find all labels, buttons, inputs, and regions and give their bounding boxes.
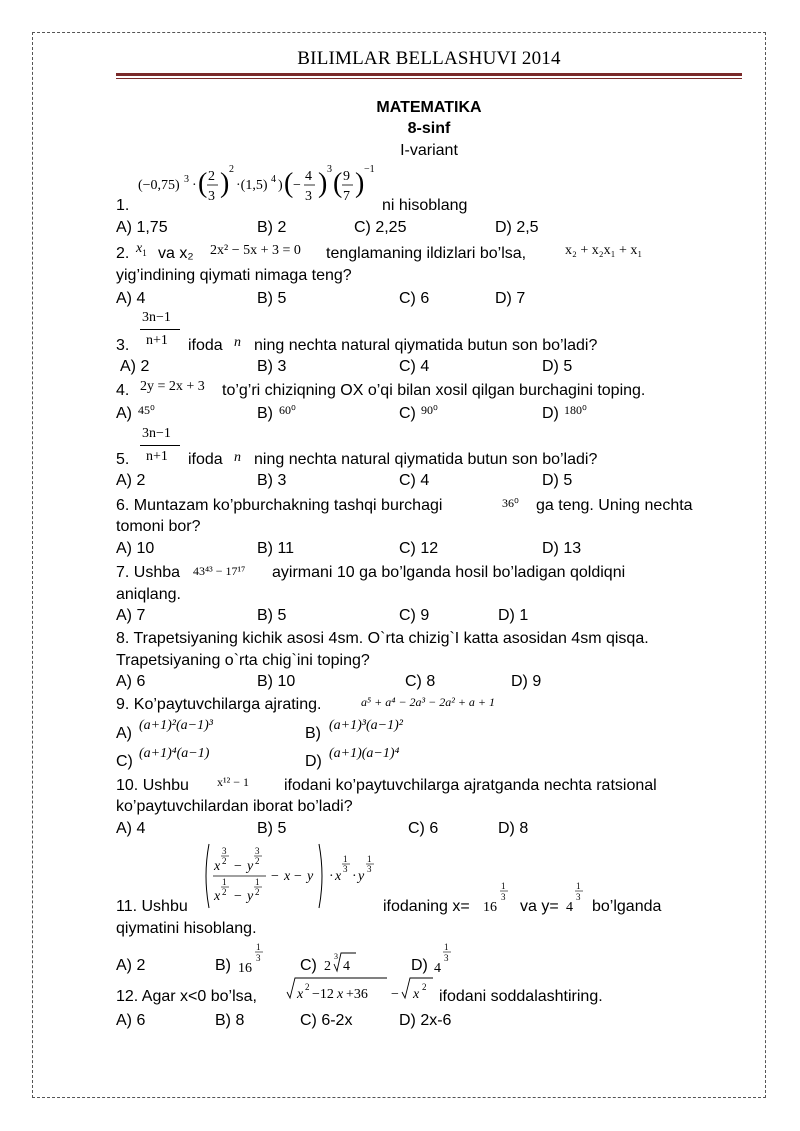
svg-text:2: 2 — [229, 164, 234, 175]
svg-text:3: 3 — [576, 892, 581, 902]
option-a[interactable]: A) 6 — [116, 673, 146, 690]
option-b-angle: 60⁰ — [279, 403, 296, 417]
svg-text:−1: −1 — [364, 164, 375, 175]
svg-text:−: − — [271, 869, 279, 884]
svg-text:7: 7 — [343, 189, 350, 204]
grade-title: 8-sinf — [407, 120, 451, 137]
svg-text:): ) — [355, 168, 365, 199]
question-number: 4. — [116, 382, 130, 399]
option-b[interactable]: B) — [215, 957, 231, 974]
option-c[interactable]: C) 2,25 — [354, 219, 407, 236]
question-text: aniqlang. — [116, 586, 181, 603]
option-c[interactable]: C) 4 — [399, 358, 430, 375]
option-a[interactable]: A) 10 — [116, 540, 155, 557]
option-d-expression — [432, 938, 458, 978]
q12-expression — [285, 974, 437, 1006]
question-text: ni hisoblang — [382, 197, 468, 214]
option-b[interactable]: B) — [257, 405, 273, 422]
question-text: ning nechta natural qiymatida butun son bo’ladi? — [254, 337, 598, 354]
q3-numerator: 3n−1 — [142, 310, 171, 325]
option-d[interactable]: D) — [411, 957, 428, 974]
option-a[interactable]: A) 1,75 — [116, 219, 168, 236]
variable-n: n — [234, 335, 241, 350]
option-a[interactable]: A) 7 — [116, 607, 146, 624]
question-text: tomoni bor? — [116, 518, 201, 535]
option-c[interactable]: C) — [300, 957, 317, 974]
option-d[interactable]: D) 5 — [542, 358, 573, 375]
option-d[interactable]: D) — [305, 753, 322, 770]
option-a[interactable]: A) 6 — [116, 1012, 146, 1029]
q3-denominator: n+1 — [146, 333, 168, 348]
question-text: 8. Trapetsiyaning kichik asosi 4sm. O`rta chizig`I katta asosidan 4sm qisqa. — [116, 630, 649, 647]
svg-text:−: − — [234, 889, 242, 904]
svg-text:(: ( — [198, 168, 208, 199]
q6-angle: 36⁰ — [502, 496, 519, 510]
option-c[interactable]: C) — [116, 753, 133, 770]
svg-text:3: 3 — [256, 953, 261, 963]
option-b[interactable]: B) — [305, 725, 321, 742]
option-b[interactable]: B) 11 — [257, 540, 295, 557]
question-number: 2. — [116, 245, 130, 262]
svg-text:x: x — [335, 869, 342, 884]
svg-text:2: 2 — [222, 887, 227, 897]
option-c[interactable]: C) 4 — [399, 472, 430, 489]
svg-text:3: 3 — [255, 846, 260, 856]
subject-title: MATEMATIKA — [376, 99, 482, 116]
option-d[interactable]: D) 2,5 — [495, 219, 539, 236]
question-text: Trapetsiyaning o`rta chig`ini toping? — [116, 652, 370, 669]
q5-denominator: n+1 — [146, 449, 168, 464]
svg-text:y: y — [247, 889, 254, 904]
option-a[interactable]: A) 4 — [116, 820, 146, 837]
svg-text:x: x — [284, 869, 291, 884]
question-text: 7. Ushba — [116, 564, 181, 581]
question-text: ifodaning x= — [383, 898, 470, 915]
option-b[interactable]: B) 3 — [257, 358, 287, 375]
svg-text:2: 2 — [208, 169, 215, 184]
svg-text:1: 1 — [367, 854, 372, 864]
svg-text:−: − — [293, 178, 301, 193]
option-d[interactable]: D) 9 — [511, 673, 542, 690]
q7-expression: 43⁴³ − 17¹⁷ — [193, 564, 246, 578]
svg-text:): ) — [318, 168, 328, 199]
svg-text:4: 4 — [566, 900, 573, 915]
q11-expression — [200, 840, 382, 912]
option-d[interactable]: D) 8 — [498, 820, 529, 837]
svg-text:1: 1 — [255, 877, 260, 887]
svg-text:x: x — [214, 859, 221, 874]
option-b[interactable]: B) 5 — [257, 820, 287, 837]
svg-text:3: 3 — [208, 189, 215, 204]
svg-text:1: 1 — [222, 877, 227, 887]
option-c[interactable]: C) 12 — [399, 540, 439, 557]
svg-text:1: 1 — [444, 942, 449, 952]
svg-text:2: 2 — [255, 887, 260, 897]
q11-y-value — [564, 877, 590, 917]
svg-text:·: · — [352, 869, 357, 884]
question-text: ayirmani 10 ga bo’lganda hosil bo’ladigan qoldiqni — [272, 564, 626, 581]
option-c-angle: 90⁰ — [421, 403, 438, 417]
question-number: 5. — [116, 451, 130, 468]
option-c[interactable]: C) 6-2x — [300, 1012, 353, 1029]
svg-text:16: 16 — [483, 900, 497, 915]
question-text: ko’paytuvchilardan iborat bo’ladi? — [116, 798, 353, 815]
svg-text:2: 2 — [255, 856, 260, 866]
svg-text:2: 2 — [324, 959, 331, 974]
option-d[interactable]: D) 2x-6 — [399, 1012, 452, 1029]
svg-text:): ) — [278, 178, 283, 193]
option-c[interactable]: C) 8 — [405, 673, 436, 690]
q4-equation: 2y = 2x + 3 — [140, 379, 205, 394]
option-c-expression: (a+1)⁴(a−1) — [139, 746, 210, 761]
svg-text:x: x — [214, 889, 221, 904]
option-b[interactable]: B) 2 — [257, 219, 287, 236]
option-c[interactable]: C) — [399, 405, 416, 422]
svg-text:−: − — [391, 987, 399, 1002]
svg-text:−: − — [234, 859, 242, 874]
option-a[interactable]: A) 2 — [116, 472, 146, 489]
question-number: 3. — [116, 337, 130, 354]
svg-text:(: ( — [333, 168, 343, 199]
svg-text:4: 4 — [434, 961, 441, 976]
question-text: 6. Muntazam ko’pburchakning tashqi burchagi — [116, 497, 443, 514]
svg-text:1: 1 — [256, 942, 261, 952]
question-text: 10. Ushbu — [116, 777, 189, 794]
svg-text:3: 3 — [222, 846, 227, 856]
question-text: to’g’ri chiziqning OX o’qi bilan xosil qilgan burchagini toping. — [222, 382, 646, 399]
svg-text:3: 3 — [305, 189, 312, 204]
svg-text:3: 3 — [343, 864, 348, 874]
svg-text:+36: +36 — [346, 987, 368, 1002]
option-c-expression — [322, 946, 362, 976]
q2-x1: $x_1$ — [136, 241, 147, 258]
svg-text:1: 1 — [501, 881, 506, 891]
svg-text:): ) — [220, 168, 230, 199]
svg-text:x: x — [297, 987, 304, 1002]
svg-text:·(1,5): ·(1,5) — [236, 178, 268, 193]
svg-text:16: 16 — [238, 961, 252, 976]
q5-numerator: 3n−1 — [142, 426, 171, 441]
svg-text:3: 3 — [367, 864, 372, 874]
svg-text:4: 4 — [305, 169, 312, 184]
option-d[interactable]: D) 13 — [542, 540, 582, 557]
option-d-expression: (a+1)(a−1)⁴ — [329, 746, 400, 761]
fraction-bar — [140, 445, 180, 446]
question-number: 1. — [116, 197, 130, 214]
header-rule-thin — [116, 78, 742, 79]
option-b[interactable]: B) 8 — [215, 1012, 245, 1029]
question-text: 9. Ko’paytuvchilarga ajrating. — [116, 696, 322, 713]
question-text: ifodani ko’paytuvchilarga ajratganda nechta ratsional — [284, 777, 657, 794]
q9-expression: a⁵ + a⁴ − 2a³ − 2a² + a + 1 — [361, 695, 496, 709]
svg-text:(−0,75): (−0,75) — [138, 178, 180, 193]
option-c[interactable]: C) 6 — [399, 290, 430, 307]
q11-x-value — [481, 877, 515, 917]
svg-text:·: · — [192, 178, 197, 193]
option-a[interactable]: A) 2 — [116, 957, 146, 974]
option-b[interactable]: B) 3 — [257, 472, 287, 489]
option-b[interactable]: B) 5 — [257, 290, 287, 307]
svg-text:x: x — [413, 987, 420, 1002]
question-text: 11. Ushbu — [116, 898, 188, 915]
question-text: tenglamaning ildizlari bo’lsa, — [326, 245, 527, 262]
option-a[interactable]: A) 2 — [120, 358, 150, 375]
q2-expression: x₂ + x₂x₁ + x₁ — [565, 243, 643, 258]
svg-text:(: ( — [284, 168, 294, 199]
svg-text:3: 3 — [444, 953, 449, 963]
svg-text:y: y — [358, 869, 365, 884]
svg-text:3: 3 — [501, 892, 506, 902]
question-text: 12. Agar x<0 bo’lsa, — [116, 988, 257, 1005]
svg-text:x: x — [337, 987, 344, 1002]
question-text: bo’lganda — [592, 898, 662, 915]
svg-text:−: − — [294, 869, 302, 884]
option-d-angle: 180⁰ — [564, 403, 587, 417]
option-a[interactable]: A) — [116, 405, 132, 422]
svg-text:y: y — [307, 869, 314, 884]
svg-text:1: 1 — [343, 854, 348, 864]
q1-expression — [136, 158, 384, 208]
variant-title: I-variant — [400, 142, 458, 159]
svg-text:2: 2 — [422, 982, 427, 992]
question-text: ning nechta natural qiymatida butun son bo’ladi? — [254, 451, 598, 468]
svg-text:9: 9 — [343, 169, 350, 184]
option-a[interactable]: A) — [116, 725, 132, 742]
question-text: yig’indining qiymati nimaga teng? — [116, 267, 352, 284]
question-text: qiymatini hisoblang. — [116, 920, 257, 937]
option-c[interactable]: C) 6 — [408, 820, 439, 837]
option-a-angle: 45⁰ — [138, 403, 155, 417]
svg-text:1: 1 — [576, 881, 581, 891]
page-header: BILIMLAR BELLASHUVI 2014 — [297, 48, 561, 69]
q10-expression: x¹² − 1 — [217, 775, 249, 789]
question-text: ifodani soddalashtiring. — [439, 988, 603, 1005]
question-text: va y= — [520, 898, 559, 915]
question-text: ifoda — [188, 451, 223, 468]
fraction-bar — [140, 329, 180, 330]
question-text: va x₂ — [158, 245, 194, 262]
svg-text:−12: −12 — [312, 987, 334, 1002]
option-b-expression: (a+1)³(a−1)² — [329, 718, 403, 733]
svg-text:4: 4 — [343, 959, 350, 974]
question-text: ifoda — [188, 337, 223, 354]
svg-text:·: · — [329, 869, 334, 884]
svg-text:3: 3 — [327, 164, 332, 175]
question-text: ga teng. Uning nechta — [536, 497, 693, 514]
svg-text:3: 3 — [184, 174, 189, 185]
option-d[interactable]: D) 1 — [498, 607, 529, 624]
svg-text:4: 4 — [271, 174, 276, 185]
option-d[interactable]: D) 5 — [542, 472, 573, 489]
option-d[interactable]: D) — [542, 405, 559, 422]
option-d[interactable]: D) 7 — [495, 290, 526, 307]
svg-text:y: y — [247, 859, 254, 874]
option-c[interactable]: C) 9 — [399, 607, 430, 624]
svg-text:2: 2 — [222, 856, 227, 866]
header-rule-thick — [116, 73, 742, 76]
option-b[interactable]: B) 10 — [257, 673, 296, 690]
svg-text:2: 2 — [305, 982, 310, 992]
option-b-expression — [236, 938, 270, 978]
svg-text:3: 3 — [334, 952, 338, 961]
option-a[interactable]: A) 4 — [116, 290, 146, 307]
option-a-expression: (a+1)²(a−1)³ — [139, 718, 213, 733]
option-b[interactable]: B) 5 — [257, 607, 287, 624]
q2-equation: 2x² − 5x + 3 = 0 — [210, 243, 301, 258]
variable-n: n — [234, 450, 241, 465]
